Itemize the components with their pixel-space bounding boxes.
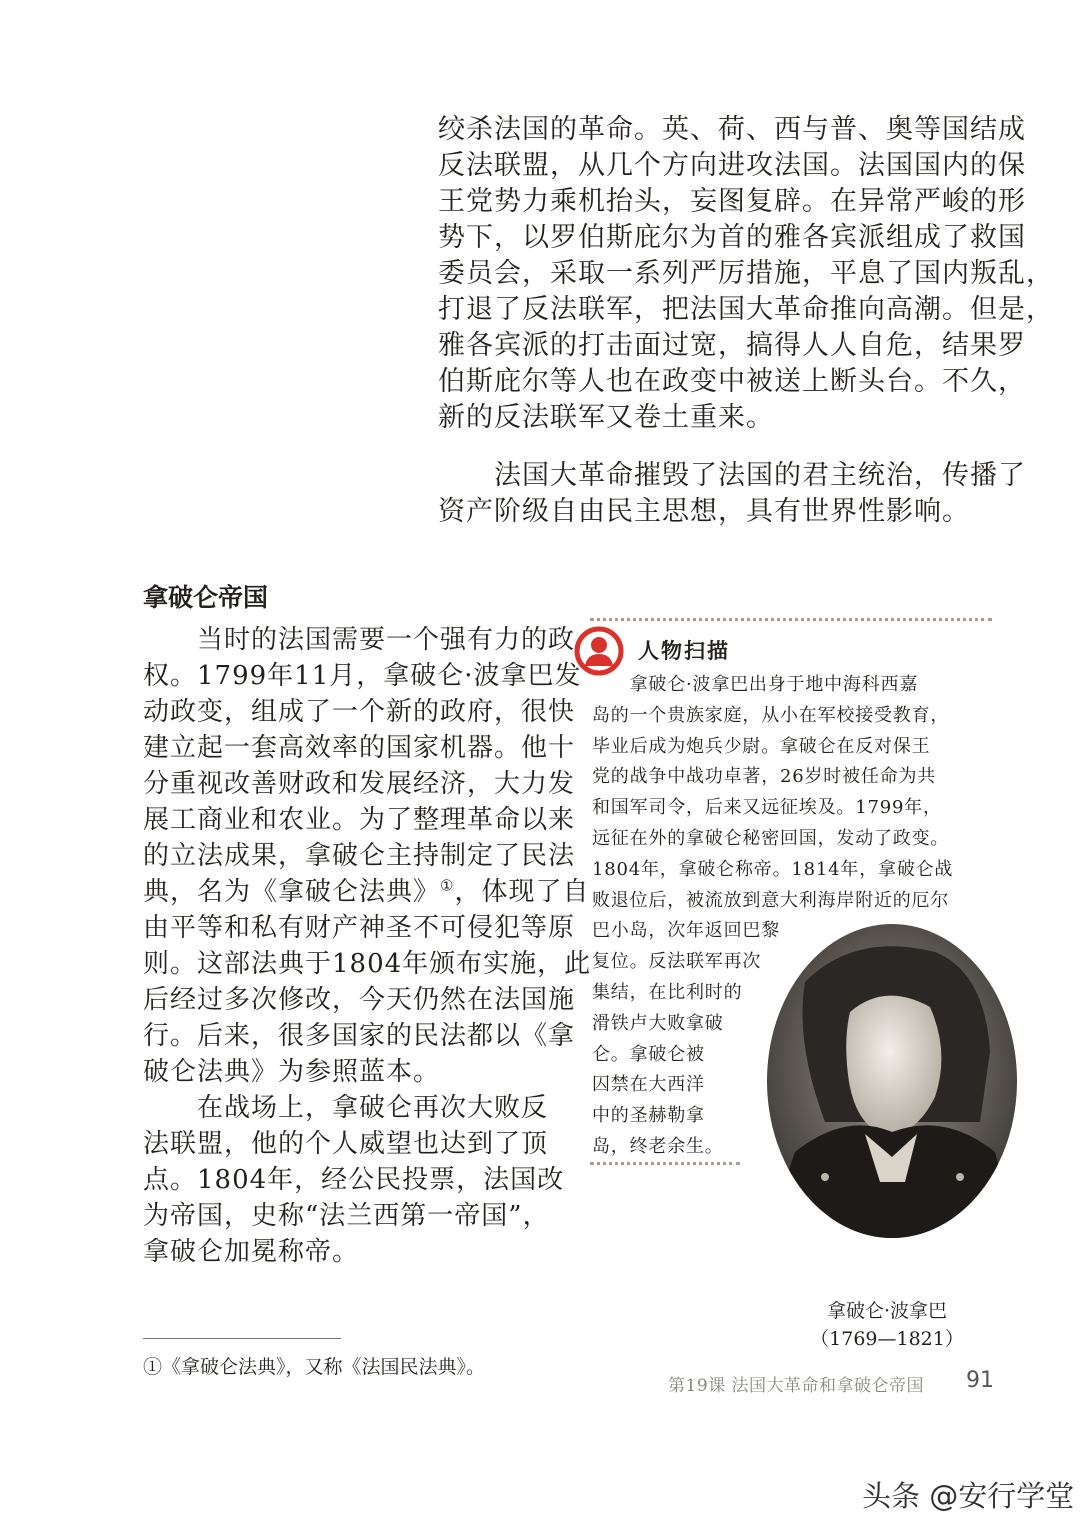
text-segment: ，体现了自: [454, 877, 590, 907]
text-line: 伯斯庇尔等人也在政变中被送上断头台。不久，: [438, 366, 1026, 397]
text-line: 展工商业和农业。为了整理革命以来: [143, 805, 576, 835]
text-line: 行。后来，很多国家的民法都以《拿: [143, 1021, 576, 1051]
text-line: 的立法成果，拿破仑主持制定了民法: [143, 841, 576, 871]
text-line: 绞杀法国的革命。英、荷、西与普、奥等国结成: [438, 114, 1026, 145]
text-line: 巴小岛，次年返回巴黎: [592, 920, 780, 942]
text-line: 反法联盟，从几个方向进攻法国。法国国内的保: [438, 150, 1026, 181]
text-line: 雅各宾派的打击面过宽，搞得人人自危，结果罗: [438, 330, 1026, 361]
text-line: 和国军司令，后来又远征埃及。1799年，: [592, 797, 942, 819]
text-line: 点。1804年，经公民投票，法国改: [143, 1165, 565, 1195]
text-line: 岛的一个贵族家庭，从小在军校接受教育，: [592, 704, 950, 726]
text-line: 势下，以罗伯斯庇尔为首的雅各宾派组成了救国: [438, 222, 1026, 253]
person-icon: [574, 626, 624, 676]
text-line: 败退位后，被流放到意大利海岸附近的厄尔: [592, 889, 950, 911]
text-line: 当时的法国需要一个强有力的政: [143, 625, 576, 655]
portrait-caption: 拿破仑·波拿巴: [826, 1300, 948, 1322]
sidebar-title: 人物扫描: [638, 639, 730, 663]
text-line: 仑。拿破仑被: [592, 1043, 705, 1065]
sidebar-divider: [590, 1162, 740, 1165]
page-number: 91: [966, 1368, 994, 1393]
text-line: 集结，在比利时的: [592, 982, 743, 1003]
text-line: 后经过多次修改，今天仍然在法国施: [143, 985, 576, 1015]
text-segment: 典，名为《拿破仑法典》: [143, 877, 441, 907]
text-line: 则。这部法典于1804年颁布实施，此: [143, 949, 592, 979]
text-line: 新的反法联军又卷土重来。: [438, 402, 774, 433]
text-line: 党的战争中战功卓著，26岁时被任命为共: [592, 766, 937, 788]
text-line: 资产阶级自由民主思想，具有世界性影响。: [438, 496, 970, 527]
portrait-image: [765, 922, 1019, 1240]
text-line: 分重视改善财政和发展经济，大力发: [143, 769, 576, 799]
text-line: 远征在外的拿破仑秘密回国，发动了政变。: [592, 828, 950, 849]
text-line: 中的圣赫勒拿: [592, 1105, 705, 1127]
text-line: 为帝国，史称“法兰西第一帝国”，: [143, 1201, 550, 1231]
text-line: 委员会，采取一系列严厉措施，平息了国内叛乱，: [438, 258, 1054, 289]
text-line: 王党势力乘机抬头，妄图复辟。在异常严峻的形: [438, 186, 1026, 217]
footnote: ①《拿破仑法典》，又称《法国民法典》。: [143, 1356, 486, 1378]
text-line: 滑铁卢大败拿破: [592, 1012, 724, 1034]
text-line: 在战场上，拿破仑再次大败反: [143, 1093, 549, 1123]
text-line: 打退了反法联军，把法国大革命推向高潮。但是，: [438, 294, 1054, 325]
footnote-divider: [143, 1338, 341, 1339]
text-line: [143, 874, 589, 910]
text-line: 毕业后成为炮兵少尉。拿破仑在反对保王: [592, 735, 931, 757]
text-line: 岛，终老余生。: [592, 1136, 724, 1157]
text-line: 法国大革命摧毁了法国的君主统治，传播了: [438, 460, 1026, 491]
text-line: 拿破仑·波拿巴出身于地中海科西嘉: [592, 674, 919, 695]
running-footer: 第19课 法国大革命和拿破仑帝国: [668, 1376, 925, 1396]
text-line: 囚禁在大西洋: [592, 1074, 705, 1096]
text-line: 1804年，拿破仑称帝。1814年，拿破仑战: [592, 858, 954, 880]
text-line: 建立起一套高效率的国家机器。他十: [143, 733, 576, 763]
sidebar-divider: [590, 618, 992, 621]
text-line: 复位。反法联军再次: [592, 951, 762, 973]
text-line: 破仑法典》为参照蓝本。: [143, 1057, 441, 1087]
text-line: 由平等和私有财产神圣不可侵犯等原: [143, 913, 576, 943]
portrait-caption-years: （1769—1821）: [810, 1328, 964, 1350]
watermark: 头条 @安行学堂: [862, 1479, 1075, 1513]
text-line: 法联盟，他的个人威望也达到了顶: [143, 1129, 549, 1159]
text-line: 拿破仑加冕称帝。: [143, 1237, 360, 1267]
text-line: 动政变，组成了一个新的政府，很快: [143, 697, 576, 727]
section-heading: 拿破仑帝国: [143, 583, 269, 612]
text-line: 权。1799年11月，拿破仑·波拿巴发: [143, 661, 582, 691]
footnote-ref[interactable]: ①: [440, 876, 455, 895]
